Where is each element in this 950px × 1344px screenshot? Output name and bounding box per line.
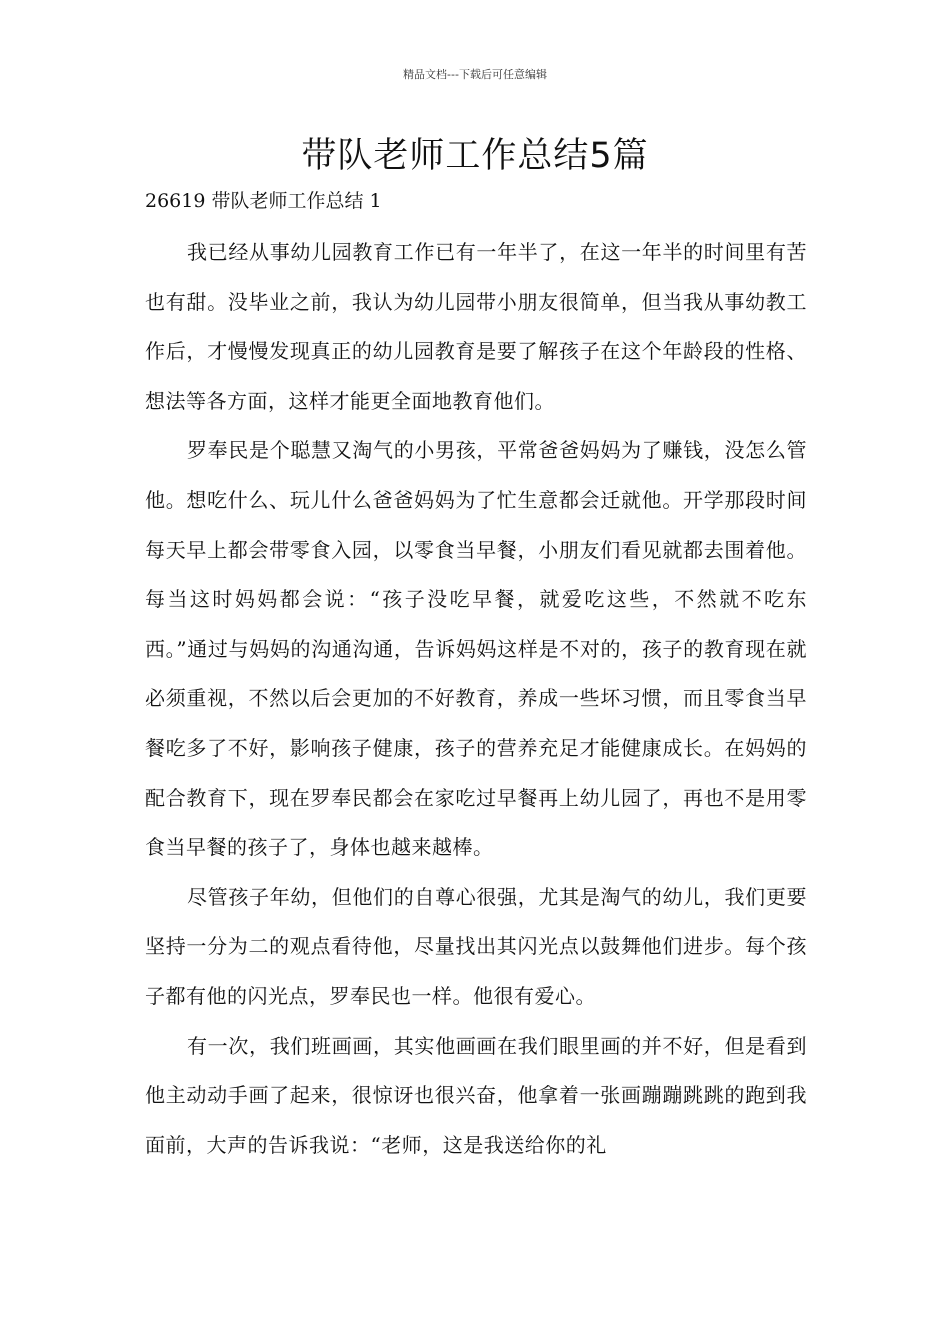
paragraph: 尽管孩子年幼，但他们的自尊心很强，尤其是淘气的幼儿，我们更要坚持一分为二的观点看待他，尽量找出其闪光点以鼓舞他们进步。每个孩子都有他的闪光点，罗奉民也一样。他很有爱心。 [145, 884, 807, 1008]
body-text [145, 228, 807, 1170]
paragraph: 有一次，我们班画画，其实他画画在我们眼里画的并不好，但是看到他主动动手画了起来，很惊讶也很兴奋，他拿着一张画蹦蹦跳跳的跑到我面前，大声的告诉我说：“老师，这是我送给你的礼 [145, 1033, 807, 1157]
header-note: 精品文档---下载后可任意编辑 [403, 68, 547, 81]
document-title: 带队老师工作总结5篇 [301, 136, 649, 176]
paragraph: 罗奉民是个聪慧又淘气的小男孩，平常爸爸妈妈为了赚钱，没怎么管他。想吃什么、玩儿什么爸爸妈妈为了忙生意都会迁就他。开学那段时间每天早上都会带零食入园，以零食当早餐，小朋友们看见就都去围着他。每当这时妈妈都会说：“孩子没吃早餐，就爱吃这些，不然就不吃东西。”通过与妈妈的沟通沟通，告诉妈妈这样是不对的，孩子的教育现在就必须重视，不然以后会更加的不好教育，养成一些坏习惯，而且零食当早餐吃多了不好，影响孩子健康，孩子的营养充足才能健康成长。在妈妈的配合教育下，现在罗奉民都会在家吃过早餐再上幼儿园了，再也不是用零食当早餐的孩子了，身体也越来越棒。 [145, 438, 807, 860]
section-heading: 26619 带队老师工作总结 1 [145, 190, 382, 212]
paragraph: 我已经从事幼儿园教育工作已有一年半了，在这一年半的时间里有苦也有甜。没毕业之前，我认为幼儿园带小朋友很简单，但当我从事幼教工作后，才慢慢发现真正的幼儿园教育是要了解孩子在这个年龄段的性格、想法等各方面，这样才能更全面地教育他们。 [145, 240, 807, 413]
